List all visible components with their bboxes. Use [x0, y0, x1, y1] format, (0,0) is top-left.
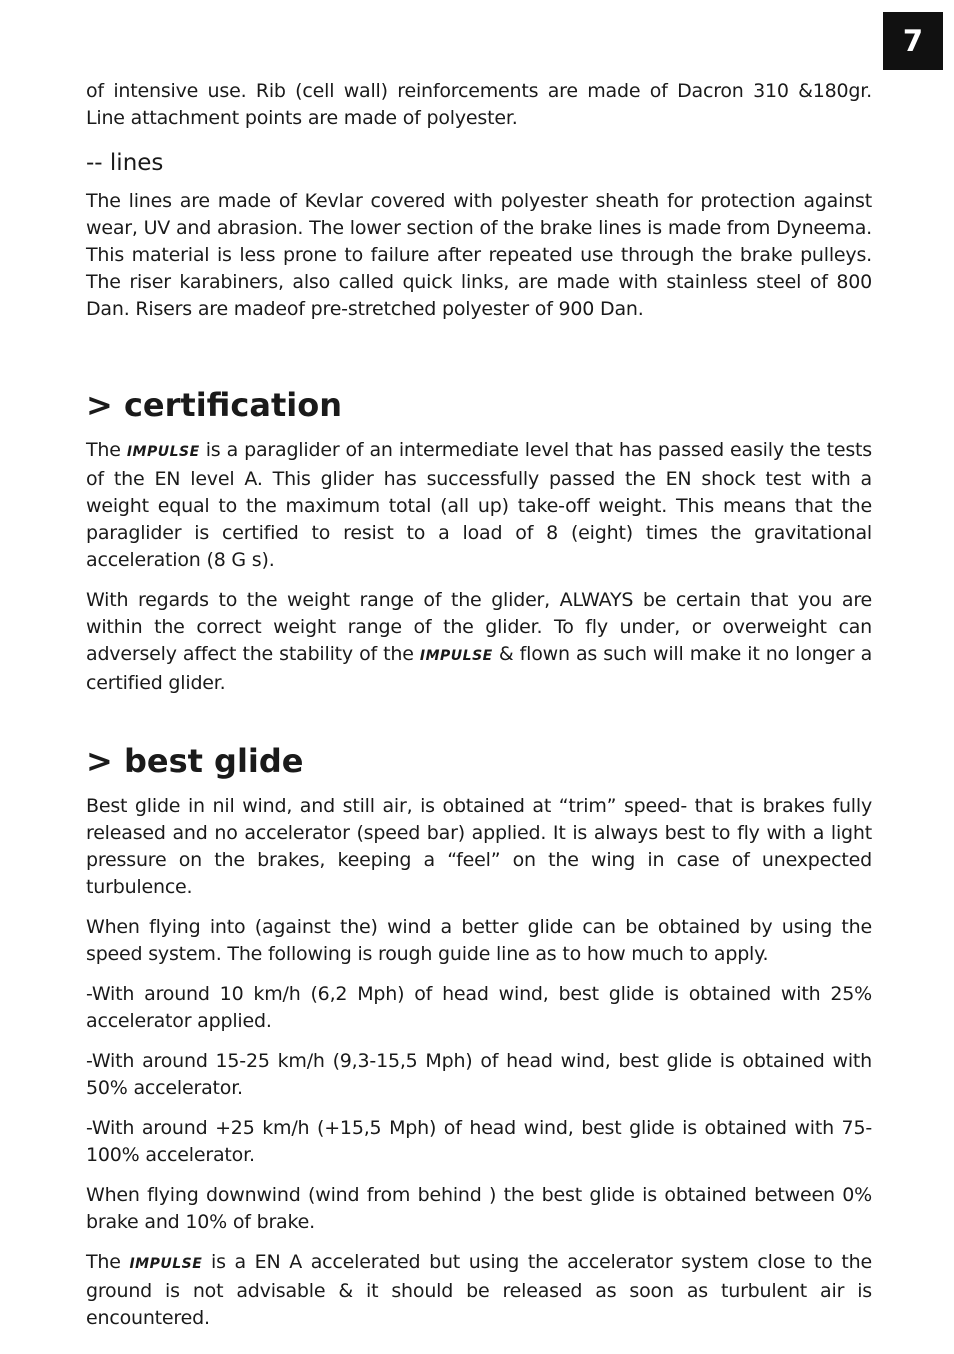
best-glide-paragraph-6: When flying downwind (wind from behind ) the best glide is obtained between 0% brake and 10% of brake.	[86, 1184, 872, 1233]
best-glide-paragraph-3: -With around 10 km/h (6,2 Mph) of head wind, best glide is obtained with 25% accelerator applied.	[86, 983, 872, 1032]
intro-paragraph: of intensive use. Rib (cell wall) reinforcements are made of Dacron 310 &180gr. Line attachment points are made of polyester.	[86, 80, 872, 129]
best-glide-paragraph-7: The IMPULSE is a EN A accelerated but using the accelerator system close to the ground is not advisable & it should be released as soon as turbulent air is encountered.	[86, 1251, 873, 1329]
best-glide-paragraph-5: -With around +25 km/h (+15,5 Mph) of head wind, best glide is obtained with 75-100% accelerator.	[86, 1117, 872, 1166]
certification-paragraph-1: The IMPULSE is a paraglider of an intermediate level that has passed easily the tests of the EN level A. This glider has successfully passed the EN shock test with a weight equal to the maximum total (all up) take-off weight. This means that the paraglider is certified to resist to a load of 8 (eight) times the gravitational acceleration (8 G s).	[86, 439, 872, 571]
certification-paragraph-2: With regards to the weight range of the glider, ALWAYS be certain that you are within the correct weight range of the glider. To fly under, or overweight can adversely affect the stability of the IMPULSE & flown as such will make it no longer a certified glider.	[86, 589, 873, 694]
page-number: 7	[883, 12, 943, 70]
page-content	[86, 78, 872, 1332]
lines-heading: -- lines	[86, 150, 164, 176]
brand-logo: IMPULSE	[129, 1256, 203, 1272]
best-glide-paragraph-4: -With around 15-25 km/h (9,3-15,5 Mph) of head wind, best glide is obtained with 50% accelerator.	[86, 1050, 872, 1099]
best-glide-paragraph-2: When flying into (against the) wind a better glide can be obtained by using the speed system. The following is rough guide line as to how much to apply.	[86, 916, 872, 965]
best-glide-paragraph-1: Best glide in nil wind, and still air, is obtained at “trim” speed- that is brakes fully released and no accelerator (speed bar) applied. It is always best to fly with a light pressure on the brakes, keeping a “feel” on the wing in case of unexpected turbulence.	[86, 795, 872, 898]
certification-heading: > certification	[86, 386, 342, 424]
lines-paragraph: The lines are made of Kevlar covered with polyester sheath for protection against wear, UV and abrasion. The lower section of the brake lines is made from Dyneema. This material is less prone to failure after repeated use through the brake pulleys. The riser karabiners, also called quick links, are made with stainless steel of 800 Dan. Risers are madeof pre-stretched polyester of 900 Dan.	[86, 190, 872, 320]
brand-logo: IMPULSE	[126, 444, 200, 460]
best-glide-heading: > best glide	[86, 742, 304, 780]
brand-logo: IMPULSE	[419, 648, 493, 664]
